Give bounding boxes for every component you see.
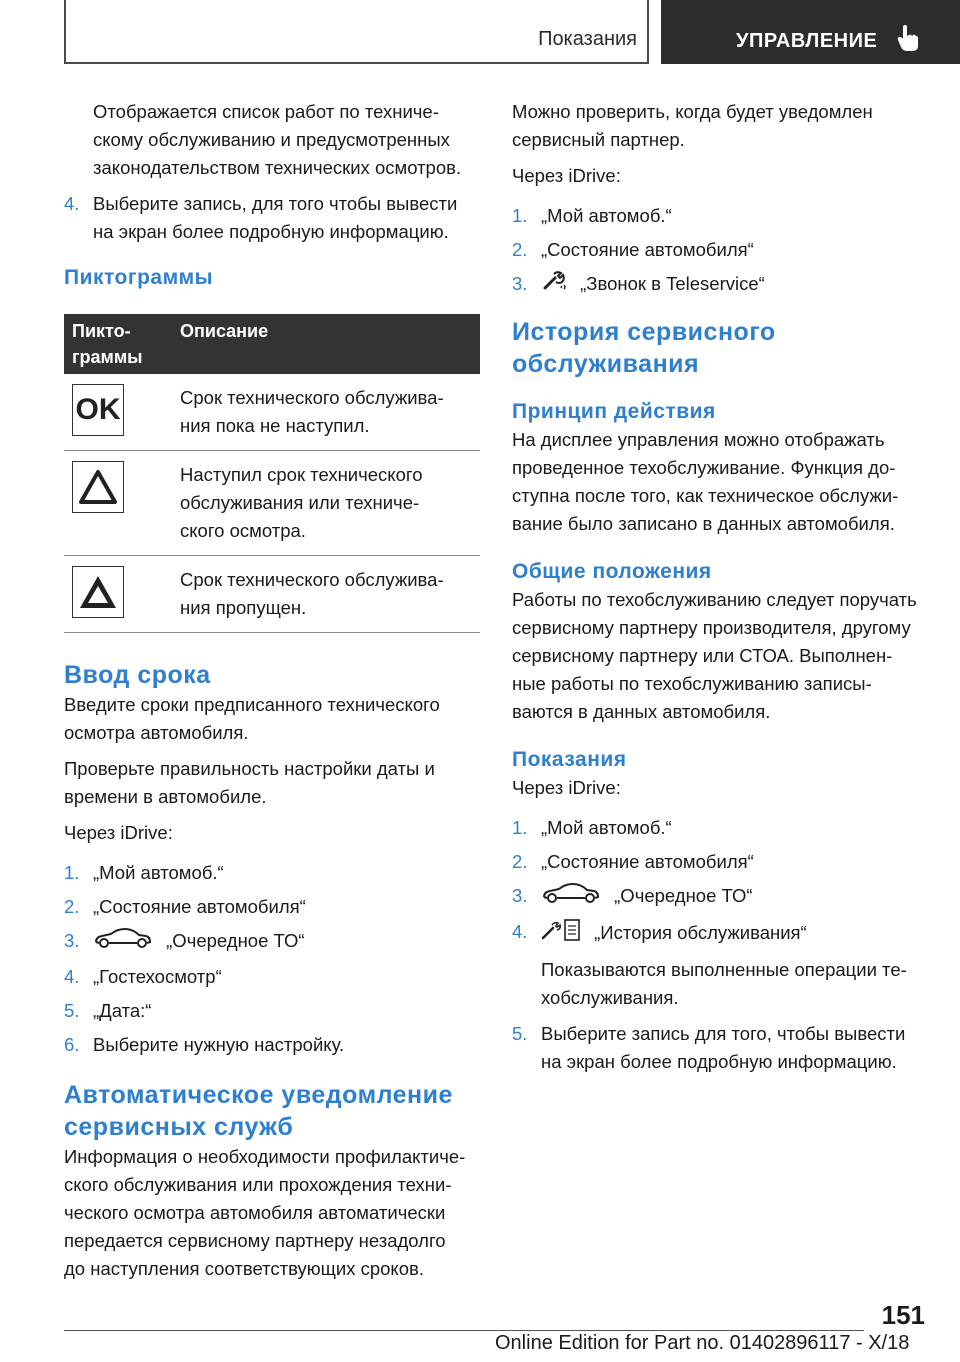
paragraph-line: ные работы по техобслуживанию записы- — [512, 673, 872, 695]
paragraph-line: до наступления соответствующих сроков. — [64, 1258, 424, 1280]
heading-line: обслуживания — [512, 350, 700, 379]
step-number: 5. — [512, 1023, 528, 1045]
intro-line-3: законодательством технических осмотров. — [93, 157, 462, 178]
step-text-line-1: Выберите запись для того, чтобы вывести — [541, 1023, 906, 1045]
display-heading: Показания — [512, 748, 627, 772]
header-chapter-box — [661, 0, 960, 64]
right-column — [512, 98, 928, 1082]
pictogram-table — [64, 314, 480, 633]
footer-edition: Online Edition for Part no. 01402896117 - X/18 — [495, 1332, 910, 1354]
description-line: обслуживания или техниче- — [180, 492, 420, 513]
list-item — [512, 814, 928, 842]
list-item-step-5 — [512, 1020, 928, 1076]
table-header-line: граммы — [72, 347, 143, 367]
step-text: „История обслуживания“ — [594, 922, 807, 944]
step-number: 1. — [64, 862, 80, 883]
pictograms-heading: Пиктограммы — [64, 266, 214, 289]
description-line: Наступил срок технического — [180, 464, 423, 485]
warning-triangle-filled-icon — [72, 566, 124, 618]
footer-divider — [64, 1330, 864, 1331]
paragraph-line: сервисному партнеру или СТОА. Выполнен- — [512, 645, 893, 667]
table-header-row — [64, 314, 480, 374]
step-text: „Очередное ТО“ — [614, 885, 753, 907]
table-header-line: Пикто- — [72, 321, 131, 341]
list-item — [512, 270, 928, 300]
list-item — [64, 859, 480, 887]
paragraph-line: Информация о необходимости профилактиче- — [64, 1146, 466, 1168]
heading-line: сервисных служб — [64, 1113, 294, 1142]
step-text: „Очередное ТО“ — [166, 930, 305, 951]
step-number: 3. — [512, 273, 528, 294]
step-number: 2. — [64, 896, 80, 917]
left-column — [64, 98, 480, 1283]
paragraph-line: передается сервисному партнеру незадолго — [64, 1230, 446, 1252]
principle-heading: Принцип действия — [512, 400, 716, 424]
paragraph-line: времени в автомобиле. — [64, 786, 267, 807]
auto-notification-heading — [64, 1079, 480, 1143]
description-line: Срок технического обслужива- — [180, 569, 444, 590]
table-row — [64, 374, 480, 451]
description-line: ния пока не наступил. — [180, 415, 370, 436]
list-item — [512, 918, 928, 950]
paragraph-line: осмотра автомобиля. — [64, 722, 249, 743]
service-history-heading — [512, 316, 928, 380]
step-text: „Мой автомоб.“ — [541, 817, 672, 839]
list-item-step-4 — [64, 190, 480, 246]
paragraph-line: Работы по техобслуживанию следует поручать — [512, 589, 917, 611]
step-number: 5. — [64, 1000, 80, 1022]
paragraph-line: ческого осмотра автомобиля автоматически — [64, 1202, 446, 1224]
step-number: 4. — [64, 193, 80, 214]
step-text: „Состояние автомобиля“ — [93, 896, 306, 917]
header-section-box — [64, 0, 649, 64]
step-number: 3. — [64, 930, 80, 951]
table-header-description: Описание — [172, 314, 480, 374]
wrench-icon — [541, 270, 567, 300]
intro-line-2: скому обслуживанию и предусмотренных — [93, 129, 450, 150]
description-line: Срок технического обслужива- — [180, 387, 444, 408]
description-line: ния пропущен. — [180, 597, 307, 618]
paragraph-line: Можно проверить, когда будет уведомлен — [512, 101, 873, 122]
step-text: „Мой автомоб.“ — [93, 862, 224, 883]
idrive-path-label: Через iDrive: — [512, 777, 621, 799]
step-text-line-1: Выберите запись, для того чтобы вывести — [93, 193, 458, 214]
table-cell-description — [172, 451, 480, 556]
paragraph-line: сервисному партнеру производителя, другому — [512, 617, 911, 639]
step-number: 1. — [512, 205, 528, 226]
table-cell-icon — [64, 374, 172, 451]
table-cell-icon — [64, 556, 172, 633]
paragraph-line: вание было записано в данных автомобиля. — [512, 513, 895, 535]
table-cell-description — [172, 374, 480, 451]
step-text: „Мой автомоб.“ — [541, 205, 672, 226]
step-text: Выберите нужную настройку. — [93, 1034, 345, 1056]
list-item — [512, 236, 928, 264]
step-number: 4. — [512, 921, 528, 943]
intro-line-1: Отображается список работ по техниче- — [93, 101, 439, 122]
step-text: „Дата:“ — [93, 1000, 152, 1022]
paragraph-line: сервисный партнер. — [512, 129, 685, 150]
table-row — [64, 451, 480, 556]
paragraph-line: Введите сроки предписанного технического — [64, 694, 440, 715]
list-item — [64, 893, 480, 921]
heading-line: История сервисного — [512, 318, 776, 347]
step-number: 2. — [512, 239, 528, 260]
list-item — [512, 202, 928, 230]
step-number: 3. — [512, 885, 528, 907]
pointing-hand-icon — [897, 24, 919, 52]
step-text: „Состояние автомобиля“ — [541, 851, 754, 873]
paragraph-line: Проверьте правильность настройки даты и — [64, 758, 435, 779]
step-note-line: Показываются выполненные операции те- — [541, 959, 907, 981]
step-text: „Состояние автомобиля“ — [541, 239, 754, 260]
car-icon — [93, 927, 153, 957]
date-input-heading: Ввод срока — [64, 661, 211, 689]
paragraph-line: ского обслуживания или прохождения техни- — [64, 1174, 452, 1196]
paragraph-line: ступна после того, как техническое обслужи- — [512, 485, 899, 507]
warning-triangle-icon — [72, 461, 124, 513]
list-item — [64, 1031, 480, 1059]
ok-icon — [72, 384, 124, 436]
list-item — [512, 848, 928, 876]
step-text-line-2: на экран более подробную информацию. — [541, 1051, 897, 1073]
step-note-line: хобслуживания. — [541, 987, 679, 1009]
table-header-pictograms — [64, 314, 172, 374]
header-section-title: Показания — [538, 28, 637, 50]
step-number: 2. — [512, 851, 528, 873]
step-number: 1. — [512, 817, 528, 839]
description-line: ского осмотра. — [180, 520, 306, 541]
step-number: 4. — [64, 966, 80, 988]
general-heading: Общие положения — [512, 560, 712, 584]
list-item — [512, 882, 928, 912]
idrive-path-label: Через iDrive: — [64, 822, 173, 843]
step-text: „Гостехосмотр“ — [93, 966, 222, 988]
paragraph-line: На дисплее управления можно отображать — [512, 429, 885, 451]
list-item — [64, 997, 480, 1025]
step-text-line-2: на экран более подробную информацию. — [93, 221, 449, 242]
table-cell-icon — [64, 451, 172, 556]
paragraph-line: ваются в данных автомобиля. — [512, 701, 771, 723]
service-history-icon — [541, 918, 581, 950]
table-cell-description — [172, 556, 480, 633]
idrive-path-label: Через iDrive: — [512, 165, 621, 186]
car-icon — [541, 882, 601, 912]
paragraph-line: проведенное техобслуживание. Функция до- — [512, 457, 896, 479]
list-item — [64, 963, 480, 991]
page-number: 151 — [881, 1300, 925, 1330]
list-item — [64, 927, 480, 957]
step-text: „Звонок в Teleservice“ — [580, 273, 765, 294]
step-number: 6. — [64, 1034, 80, 1056]
ok-icon-text: OK — [75, 393, 121, 426]
table-row — [64, 556, 480, 633]
header-chapter-title: УПРАВЛЕНИЕ — [736, 30, 878, 52]
heading-line: Автоматическое уведомление — [64, 1081, 453, 1110]
